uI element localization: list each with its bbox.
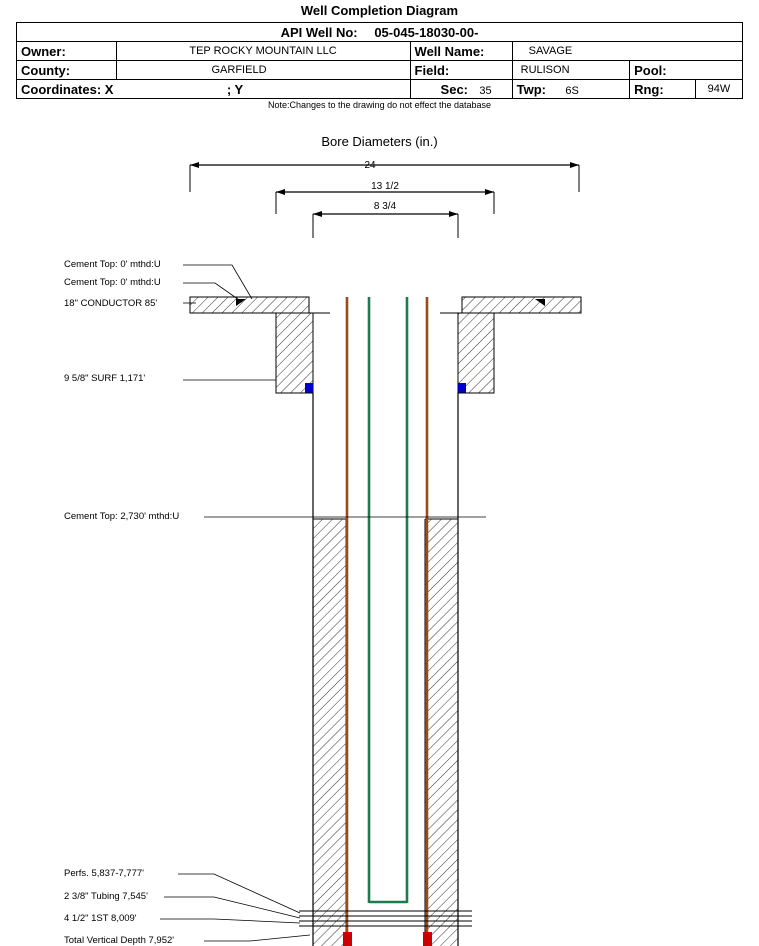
page-title: Well Completion Diagram: [300, 3, 459, 18]
owner-label: Owner:: [17, 42, 117, 61]
api-well-no-label: API Well No:: [280, 24, 358, 40]
annotation-tvd: Total Vertical Depth 7,952': [64, 935, 175, 946]
conductor-casing: [190, 297, 581, 313]
sec-label: Sec:: [440, 81, 469, 97]
county-label: County:: [17, 61, 117, 80]
coordinates-label: Coordinates: X: [21, 81, 114, 97]
annotation-cement-top-2: Cement Top: 0' mthd:U: [64, 277, 161, 288]
bore-dim-label-13-1-2: 13 1/2: [371, 181, 399, 192]
bore-dim-label-8-3-4: 8 3/4: [373, 201, 397, 212]
annotation-cement-top-1: Cement Top: 0' mthd:U: [64, 259, 161, 270]
tubing-string: [369, 297, 407, 903]
bore-dimension-8-3-4: [313, 214, 458, 238]
rng-label: Rng:: [634, 81, 664, 97]
bore-diameters-title: Bore Diameters (in.): [321, 134, 438, 149]
bore-dim-label-24: 24: [364, 160, 376, 171]
field-label: Field:: [410, 61, 512, 80]
sec-value: 35: [479, 84, 492, 97]
coordinates-y-label: ; Y: [226, 81, 244, 97]
annotation-perfs: Perfs. 5,837-7,777': [64, 868, 144, 879]
api-well-no-value: 05-045-18030-00-: [374, 24, 479, 40]
well-name-value: SAVAGE: [512, 42, 742, 61]
pool-label: Pool:: [630, 61, 743, 80]
county-value: GARFIELD: [116, 61, 410, 80]
annotation-cement-top-3: Cement Top: 2,730' mthd:U: [64, 511, 180, 522]
annotation-conductor: 18" CONDUCTOR 85': [64, 298, 158, 309]
bore-dimension-13-1-2: [276, 192, 494, 214]
well-name-label: Well Name:: [410, 42, 512, 61]
database-note: Note:Changes to the drawing do not effect the database: [268, 100, 491, 110]
surface-casing-annulus: [276, 313, 494, 393]
twp-value: 6S: [565, 84, 579, 97]
owner-value: TEP ROCKY MOUNTAIN LLC: [116, 42, 410, 61]
annotation-surface-casing: 9 5/8" SURF 1,171': [64, 373, 146, 384]
production-casing-string: [343, 297, 432, 946]
twp-label: Twp:: [516, 81, 546, 97]
cement-sheath: [313, 519, 458, 946]
annotation-production-casing: 4 1/2" 1ST 8,009': [64, 913, 137, 924]
field-value: RULISON: [512, 61, 629, 80]
rng-value: 94W: [695, 80, 742, 99]
annotation-tubing: 2 3/8" Tubing 7,545': [64, 891, 148, 902]
bore-dimension-24: [190, 165, 579, 192]
